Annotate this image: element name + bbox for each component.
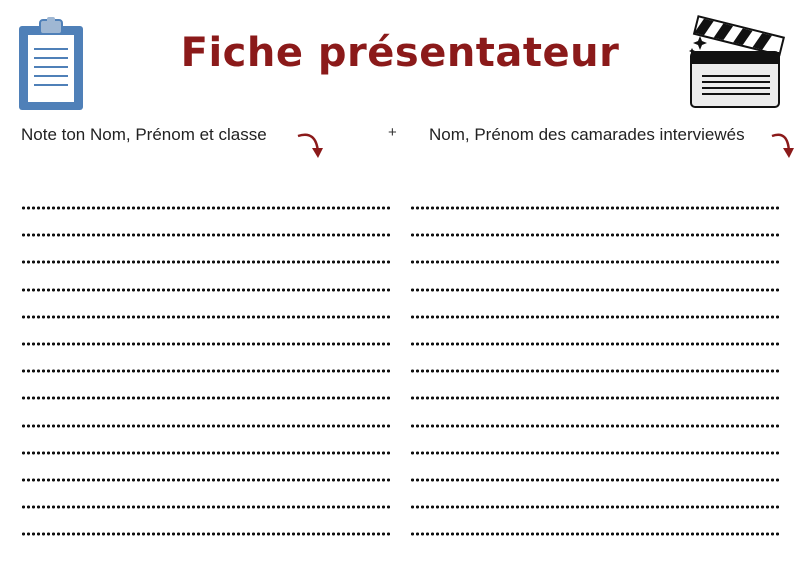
left-column-label: Note ton Nom, Prénom et classe (21, 125, 267, 144)
dotted-writing-line[interactable] (410, 281, 780, 308)
dotted-writing-line[interactable] (21, 253, 391, 280)
dotted-writing-line[interactable] (410, 389, 780, 416)
dotted-writing-line[interactable] (21, 226, 391, 253)
dotted-writing-line[interactable] (21, 498, 391, 525)
dotted-writing-line[interactable] (410, 253, 780, 280)
dotted-writing-line[interactable] (21, 281, 391, 308)
clipboard-icon (16, 16, 86, 112)
dotted-writing-line[interactable] (410, 308, 780, 335)
clapperboard-icon (686, 12, 786, 112)
curved-arrow-icon (296, 128, 326, 160)
right-writing-area[interactable] (410, 199, 780, 552)
dotted-writing-line[interactable] (21, 417, 391, 444)
dotted-writing-line[interactable] (21, 335, 391, 362)
page-title: Fiche présentateur (180, 30, 620, 76)
dotted-writing-line[interactable] (21, 525, 391, 552)
dotted-writing-line[interactable] (21, 389, 391, 416)
dotted-writing-line[interactable] (410, 444, 780, 471)
right-column-label: Nom, Prénom des camarades interviewés (429, 125, 745, 144)
dotted-writing-line[interactable] (21, 308, 391, 335)
dotted-writing-line[interactable] (21, 362, 391, 389)
curved-arrow-icon (770, 128, 798, 160)
dotted-writing-line[interactable] (410, 199, 780, 226)
dotted-writing-line[interactable] (21, 444, 391, 471)
plus-sign: + (388, 124, 397, 141)
dotted-writing-line[interactable] (410, 362, 780, 389)
dotted-writing-line[interactable] (21, 199, 391, 226)
dotted-writing-line[interactable] (410, 417, 780, 444)
dotted-writing-line[interactable] (410, 498, 780, 525)
left-writing-area[interactable] (21, 199, 391, 552)
dotted-writing-line[interactable] (410, 226, 780, 253)
dotted-writing-line[interactable] (21, 471, 391, 498)
dotted-writing-line[interactable] (410, 525, 780, 552)
dotted-writing-line[interactable] (410, 471, 780, 498)
dotted-writing-line[interactable] (410, 335, 780, 362)
